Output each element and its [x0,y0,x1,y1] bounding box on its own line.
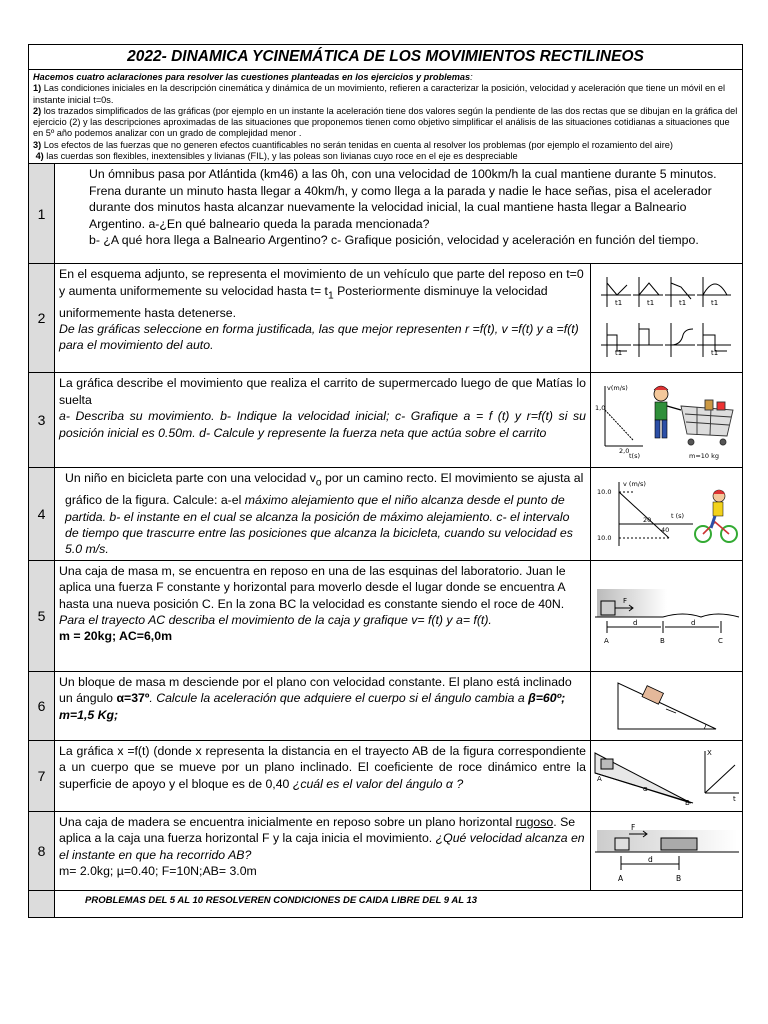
problems-table [28,44,743,918]
note-3: 3) Los efectos de las fuerzas que no generen efectos cuantificables no serán tenidas en cuenta al resolver los problemas (por ejemplo el rozamiento del aire) [33,139,673,150]
svg-text:t1: t1 [710,349,718,358]
problem-text: Una caja de madera se encuentra inicialmente en reposo sobre un plano horizontal rugoso. Se aplica a la caja una fuerza horizontal F y la caja inicia el movimiento. ¿Qué velocidad alcanza en el instante en que ha recorrido AB? m= 2.0kg; µ=0.40; F=10N;AB= 3.0m [55,811,591,890]
note-1: 1) Las condiciones iniciales en la descripción cinemática y dinámica de un movimiento, refieren a caracterizar la posición, velocidad y aceleración que tiene un móvil en el instante inicial t=0s. [33,83,725,105]
problem-number: 2 [29,264,55,373]
svg-text:t1: t1 [678,299,686,308]
svg-text:v(m/s): v(m/s) [606,384,628,393]
svg-text:A: A [617,873,623,883]
problem-text: En el esquema adjunto, se representa el movimiento de un vehículo que parte del reposo en t=0 y aumenta uniformemente su velocidad hasta $t= t_1$ Posteriormente disminuye la velocidad uniformemente hasta detenerse. De las gráficas seleccione en forma justificada, las que mejor representen r =f(t), v =f(t) y a =f(t) para el movimiento del auto. [55,264,591,373]
svg-text:v (m/s): v (m/s) [622,480,646,489]
problem-number: 6 [29,671,55,740]
svg-text:A: A [596,774,602,783]
svg-text:B: B [684,798,690,807]
problem-row-8 [29,811,743,890]
svg-text:10.0: 10.0 [596,488,611,497]
problem-row-4 [29,468,743,560]
svg-text:m=10 kg: m=10 kg [688,452,719,461]
intro-lead: Hacemos cuatro aclaraciones para resolver las cuestiones planteadas en los ejercicios y problemas [33,72,471,82]
svg-text:t(s): t(s) [628,452,640,461]
footer-note: PROBLEMAS DEL 5 AL 10 RESOLVEREN CONDICIONES DE CAIDA LIBRE DEL 9 AL 13 [55,890,743,917]
problem-row-2 [29,264,743,373]
svg-text:d: d [647,854,653,864]
problem-number: 5 [29,560,55,671]
svg-text:C: C [717,636,723,645]
svg-text:t1: t1 [614,349,622,358]
problem-row-3 [29,373,743,468]
option-graphs [597,273,737,363]
svg-text:10.0: 10.0 [596,534,611,543]
svg-text:d: d [690,618,695,627]
problem-text: Una caja de masa m, se encuentra en reposo en una de las esquinas del laboratorio. Juan le aplica una fuerza F constante y horizontal para moverlo desde el lugar donde se encuentra A hasta una nueva posición C. En la zona BC la velocidad es constante siendo el roce de 40N. Para el trayecto AC describa el movimiento de la caja y grafique v= f(t) y a= f(t). m = 20kg; AC=6,0m [55,560,591,671]
problem-number: 8 [29,811,55,890]
incline-graph-figure [591,740,743,811]
svg-text:d: d [632,618,637,627]
svg-text:t1: t1 [710,299,718,308]
note-2: 2) los trazados simplificados de las gráficas (por ejemplo en un instante la aceleración tiene dos valores según la pendiente de las dos rectas que se dibujan en la gráfica del ejercicio (2) y las descripciones aproximadas de las situaciones que proponemos tienen como objetivo simplificar el análisis de las situaciones cotidianas a situaciones que en 5º año podemos analizar con un grado de complejidad menor . [33,105,738,139]
problem-row-7 [29,740,743,811]
bicycle-figure [591,468,743,560]
svg-text:20: 20 [642,516,651,525]
svg-text:F: F [630,822,635,832]
problem-row-6 [29,671,743,740]
problem-text: Un ómnibus pasa por Atlántida (km46) a las 0h, con una velocidad de 100km/h la cual mantiene durante 5 minutos. Frena durante un minuto hasta llegar a 40km/h, y como llega a la parada y nadie le hace señas, pisa el acelerador durante dos minutos hasta alcanzar nuevamente la velocidad inicial, la cual mantiene hasta llegar a Balneario Argentino. a-¿En qué balneario queda la parada mencionada? b- ¿A qué hora llega a Balneario Argentino? c- Grafique posición, velocidad y aceleración en función del tiempo. [55,164,743,264]
svg-text:t1: t1 [646,299,654,308]
incline-figure [591,671,743,740]
cart-illustration [681,400,733,445]
svg-text:2,0: 2,0 [618,447,629,456]
svg-text:A: A [603,636,609,645]
problem-text: Un bloque de masa m desciende por el plano con velocidad constante. El plano está inclinado un ángulo α=37º. Calcule la aceleración que adquiere el cuerpo si el ángulo cambia a β=60º; m=1,5 Kg; [55,671,591,740]
svg-text:40: 40 [660,526,669,535]
problem-row-1 [29,164,743,264]
problem-number: 3 [29,373,55,468]
svg-text:B: B [659,636,665,645]
svg-text:t: t [732,794,736,803]
problem-text: La gráfica describe el movimiento que realiza el carrito de supermercado luego de que Matías lo suelta a- Describa su movimiento. b- Indique la velocidad inicial; c- Grafique a = f (t) y r=f(t) si su posición inicial es 0.50m. d- Calcule y represente la fuerza neta que actúa sobre el carrito [55,373,591,468]
intro-notes: Hacemos cuatro aclaraciones para resolver las cuestiones planteadas en los ejercicios y problemas: 1) Las condiciones iniciales en la descripción cinemática y dinámica de un movimiento, refieren a caracterizar la posición, velocidad y aceleración que tiene un móvil en el instante inicial t=0s. 2) los trazados simplificados de las gráficas (por ejemplo en un instante la aceleración tiene dos valores según la pendiente de las dos rectas que se dibujan en la gráfica del ejercicio (2) y las descripciones aproximadas de las situaciones que proponemos tienen como objetivo simplificar el análisis de las situaciones cotidianas a situaciones que en 5º año podemos analizar con un grado de complejidad menor . 3) Los efectos de las fuerzas que no generen efectos cuantificables no serán tenidas en cuenta al resolver los problemas (por ejemplo el rozamiento del aire) 4) las cuerdas son flexibles, inextensibles y livianas (FIL), y las poleas son livianas cuyo roce en el eje es despreciable [29,70,743,164]
svg-text:X: X [706,748,712,757]
problem-text: Un niño en bicicleta parte con una velocidad $v_o$ por un camino recto. El movimiento se ajusta al gráfico de la figura. Calcule: a-el máximo alejamiento que el niño alcanza desde el punto de partida. b- el instante en el cual se alcanza la posición de máximo alejamiento. c- el intervalo de tiempo que trascurre entre las posiciones que alcanza la bicicleta, cuando su velocidad es 5.0 m/s. [55,468,591,560]
cart-figure [591,373,743,468]
problem-number: 1 [29,164,55,264]
graphs-figure [591,264,743,373]
svg-text:t1: t1 [614,299,622,308]
problem-number: 7 [29,740,55,811]
svg-text:1,0: 1,0 [594,404,605,413]
child-bicycle-illustration [695,490,737,542]
svg-text:B: B [675,873,681,883]
problem-text: La gráfica x =f(t) (donde x representa la distancia en el trayecto AB de la figura correspondiente a un cuerpo que se mueve por un plano inclinado. El coeficiente de roce dinámico entre la superficie de apoyo y el bloque es de 0,40 ¿cuál es el valor del ángulo α ? [55,740,591,811]
svg-text:t (s): t (s) [670,512,684,521]
problem-row-5 [29,560,743,671]
box-pull-figure [591,811,743,890]
worksheet [28,44,742,918]
svg-text:α: α [642,784,648,793]
problem-number: 4 [29,468,55,560]
footer-row [29,890,743,917]
note-4: 4) las cuerdas son flexibles, inextensibles y livianas (FIL), y las poleas son livianas cuyo roce en el eje es despreciable [35,151,518,162]
svg-text:F: F [622,596,627,605]
page-title: 2022- DINAMICA YCINEMÁTICA DE LOS MOVIMIENTOS RECTILINEOS [29,45,743,70]
boy-illustration [654,386,681,438]
box-force-figure [591,560,743,671]
